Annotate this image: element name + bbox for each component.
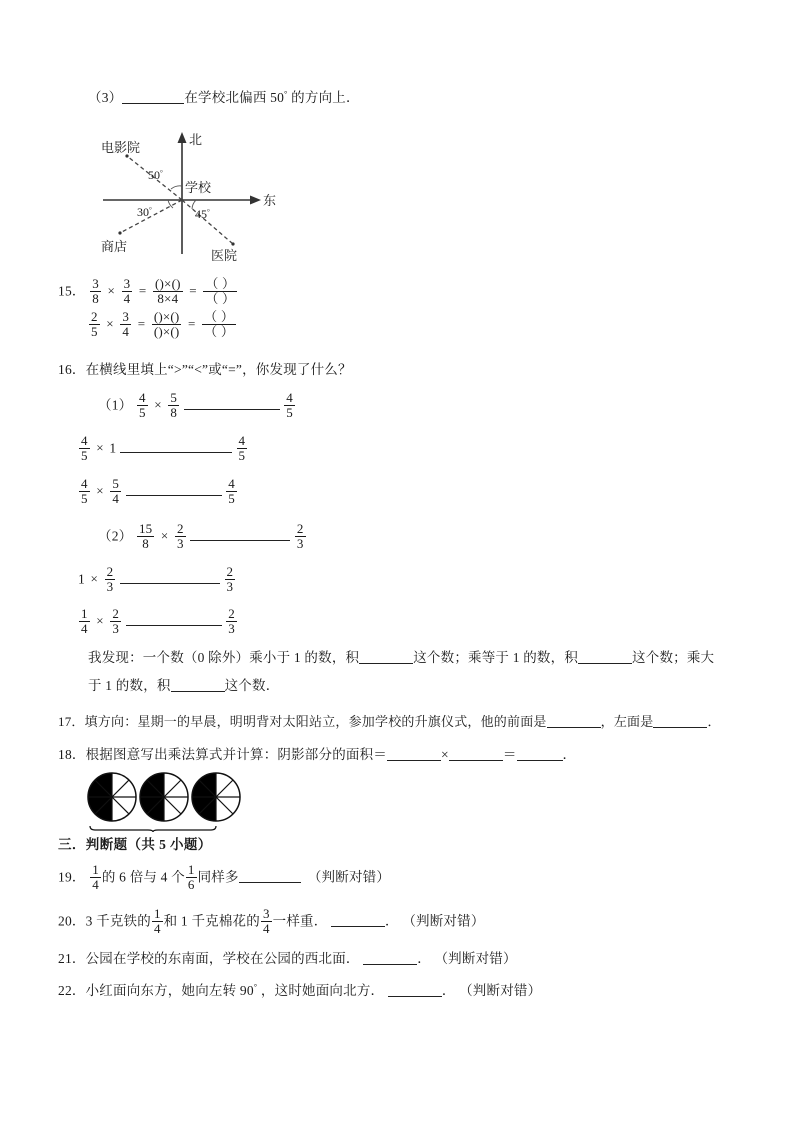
question-21 [58, 949, 517, 969]
multiply-operator: × [441, 747, 449, 762]
question-text-b: ，左面是 [600, 714, 654, 729]
answer-blank[interactable] [578, 650, 632, 664]
equals-operator: ＝ [502, 747, 517, 762]
integer-operand: 1 [78, 571, 85, 587]
conclusion-text-e: 这个数． [224, 678, 280, 693]
fraction-left-b: $\frac{2}{3}$ [106, 564, 114, 594]
fraction-b: $\frac{3}{4}$ [123, 276, 131, 306]
answer-blank[interactable] [239, 870, 301, 884]
angle-label-50: 50° [148, 168, 163, 182]
part-label: （3） [88, 90, 123, 105]
fraction-left-b: $\frac{2}{3}$ [112, 606, 120, 636]
fraction-b: $\frac{1}{6}$ [187, 862, 195, 892]
question-16-conclusion-line-2 [88, 676, 279, 696]
question-text-a: 3 千克铁的 [85, 913, 151, 929]
angle-label-30: 30° [137, 205, 152, 219]
circle-1 [88, 773, 136, 821]
sector-lines [140, 773, 188, 821]
store-point [118, 231, 121, 234]
fraction-right: $\frac{4}{5}$ [228, 476, 235, 506]
fraction-left-b: $\frac{5}{8}$ [170, 390, 178, 420]
question-13-part-3 [88, 88, 360, 108]
question-text-b: 和 1 千克棉花的 [163, 913, 260, 929]
question-15-row-2 [88, 311, 237, 340]
answer-blank[interactable] [653, 715, 707, 728]
multiply-sign: × [90, 571, 99, 587]
fraction-left-b: $\frac{5}{4}$ [112, 476, 120, 506]
question-16-prompt [58, 360, 352, 380]
cinema-label: 电影院 [101, 140, 141, 155]
part-label: （1） [98, 397, 133, 413]
east-label: 东 [263, 193, 277, 208]
angle-arc-50 [171, 186, 182, 189]
question-16-part-1-row-1 [98, 392, 296, 421]
school-label: 学校 [185, 180, 212, 195]
judge-tag: （判断对错） [307, 869, 391, 885]
multiply-sign: × [96, 483, 104, 499]
store-ray [120, 200, 182, 233]
fraction-middle[interactable]: $\frac{()\times()}{8\times 4}$ [155, 276, 181, 306]
angle-label-45: 45° [195, 207, 210, 221]
fraction-a: $\frac{2}{5}$ [91, 309, 98, 339]
question-text-c: ． [441, 983, 456, 998]
multiply-sign: × [154, 397, 162, 413]
shaded-circles-figure [86, 771, 246, 833]
question-text-a: 公园在学校的东南面，学校在公园的西北面． [85, 951, 360, 966]
hospital-point [231, 242, 234, 245]
fraction-left-a: $\frac{4}{5}$ [81, 476, 88, 506]
comparison-blank[interactable] [126, 624, 222, 626]
fraction-b: $\frac{3}{4}$ [122, 309, 130, 339]
fraction-result[interactable]: $\frac{( )}{( )}$ [204, 309, 235, 339]
fraction-b: $\frac{3}{4}$ [262, 906, 270, 936]
fraction-a: $\frac{3}{8}$ [92, 276, 99, 306]
answer-blank[interactable] [359, 650, 413, 664]
sector-lines [88, 773, 136, 821]
sector-lines [192, 773, 240, 821]
question-number: 22． [58, 983, 86, 998]
answer-blank[interactable] [331, 914, 385, 928]
hospital-label: 医院 [211, 248, 238, 263]
equals-sign-2: = [189, 283, 197, 299]
question-17 [58, 712, 721, 732]
compass-direction-diagram [85, 126, 295, 264]
comparison-blank[interactable] [184, 408, 280, 410]
answer-blank[interactable] [171, 678, 225, 692]
conclusion-text-b: 这个数；乘等于 1 的数，积 [413, 650, 579, 665]
question-22 [58, 981, 541, 1001]
question-text-a: 的 6 倍与 4 个 [101, 869, 185, 885]
degree-symbol: ° [284, 89, 288, 99]
north-label: 北 [189, 132, 203, 147]
multiply-sign: × [106, 316, 114, 332]
equals-sign: = [138, 283, 147, 299]
question-text-c: ． [707, 714, 721, 729]
question-15-row-1 [58, 278, 238, 307]
answer-blank[interactable] [388, 983, 442, 997]
multiply-sign: × [107, 283, 116, 299]
circle-3 [192, 773, 240, 821]
answer-blank[interactable] [547, 715, 601, 728]
question-18 [58, 745, 576, 765]
answer-blank[interactable] [363, 951, 417, 965]
question-text-a: 小红面向东方，她向左转 90 [85, 983, 254, 998]
multiply-sign: × [96, 613, 104, 629]
fraction-right: $\frac{4}{5}$ [238, 433, 246, 463]
hospital-ray [182, 200, 233, 244]
fraction-right: $\frac{4}{5}$ [286, 390, 293, 420]
fraction-result[interactable]: $\frac{( )}{( )}$ [205, 276, 236, 306]
comparison-blank[interactable] [120, 451, 232, 453]
question-number: 15． [58, 283, 86, 299]
fraction-a: $\frac{1}{4}$ [153, 906, 161, 936]
question-number: 21． [58, 951, 86, 966]
question-text-tail: 的方向上． [291, 90, 360, 105]
comparison-blank[interactable] [126, 494, 222, 496]
question-text-b: ． [417, 951, 431, 966]
equals-sign-2: = [188, 316, 196, 332]
north-arrow-head [178, 132, 187, 143]
question-text-c: 一样重． [272, 913, 328, 929]
multiply-sign: × [160, 528, 169, 544]
east-arrow-head [250, 196, 261, 205]
question-text-b: ，这时她面向北方． [260, 983, 385, 998]
judge-tag: （判断对错） [402, 913, 485, 929]
comparison-blank[interactable] [190, 539, 290, 541]
question-20 [58, 908, 485, 937]
question-number: 19． [58, 869, 86, 885]
fraction-left-a: $\frac{15}{8}$ [138, 521, 153, 551]
fraction-left-b: $\frac{2}{3}$ [177, 521, 184, 551]
judge-tag: （判断对错） [459, 983, 542, 998]
question-number: 16． [58, 362, 86, 377]
fraction-right: $\frac{2}{3}$ [296, 521, 304, 551]
question-text-d: ． [385, 913, 399, 929]
fraction-right: $\frac{2}{3}$ [228, 606, 235, 636]
multiply-sign: × [96, 440, 104, 456]
brace [90, 826, 216, 832]
prompt-text: 在横线里填上“>”“<”或“=”，你发现了什么？ [85, 362, 352, 377]
question-text: 在学校北偏西 50 [184, 90, 285, 105]
fraction-left-a: $\frac{4}{5}$ [81, 433, 88, 463]
question-16-part-2-row-1 [98, 523, 307, 552]
question-19 [58, 864, 390, 893]
fraction-a: $\frac{1}{4}$ [92, 862, 99, 892]
question-number: 17． [58, 714, 85, 729]
part-label: （2） [98, 528, 133, 544]
fraction-middle[interactable]: $\frac{()\times()}{()\times()}$ [153, 309, 180, 339]
question-text-a: 填方向：星期一的早晨，明明背对太阳站立，参加学校的升旗仪式，他的前面是 [84, 714, 547, 729]
comparison-blank[interactable] [120, 582, 220, 584]
question-16-conclusion-line-1 [88, 648, 714, 668]
conclusion-text-a: 我发现：一个数（0 除外）乘小于 1 的数，积 [88, 650, 360, 665]
answer-blank[interactable] [517, 747, 563, 761]
question-number: 18． [58, 747, 86, 762]
circle-2 [140, 773, 188, 821]
question-text-b: ． [562, 747, 577, 762]
question-text-a: 根据图意写出乘法算式并计算：阴影部分的面积＝ [85, 747, 388, 762]
answer-blank[interactable] [122, 90, 184, 104]
degree-symbol: ° [253, 982, 258, 992]
question-16-part-2-row-2 [78, 566, 236, 595]
answer-blank[interactable] [449, 747, 503, 761]
fraction-left-a: $\frac{4}{5}$ [138, 390, 146, 420]
question-16-part-2-row-3 [78, 608, 238, 637]
conclusion-text-c: 这个数；乘大 [632, 650, 715, 665]
question-text-b: 同样多 [197, 869, 239, 885]
fraction-right: $\frac{2}{3}$ [226, 564, 234, 594]
conclusion-text-d: 于 1 的数，积 [88, 678, 171, 693]
answer-blank[interactable] [387, 747, 441, 761]
question-16-part-1-row-3 [78, 478, 238, 507]
integer-operand: 1 [109, 440, 117, 456]
section-heading-3: 三．判断题（共 5 小题） [58, 837, 212, 852]
judge-tag: （判断对错） [434, 951, 517, 966]
equals-sign: = [137, 316, 146, 332]
question-number: 20． [58, 913, 86, 929]
question-16-part-1-row-2 [78, 435, 248, 464]
fraction-left-a: $\frac{1}{4}$ [81, 606, 88, 636]
store-label: 商店 [101, 239, 128, 254]
